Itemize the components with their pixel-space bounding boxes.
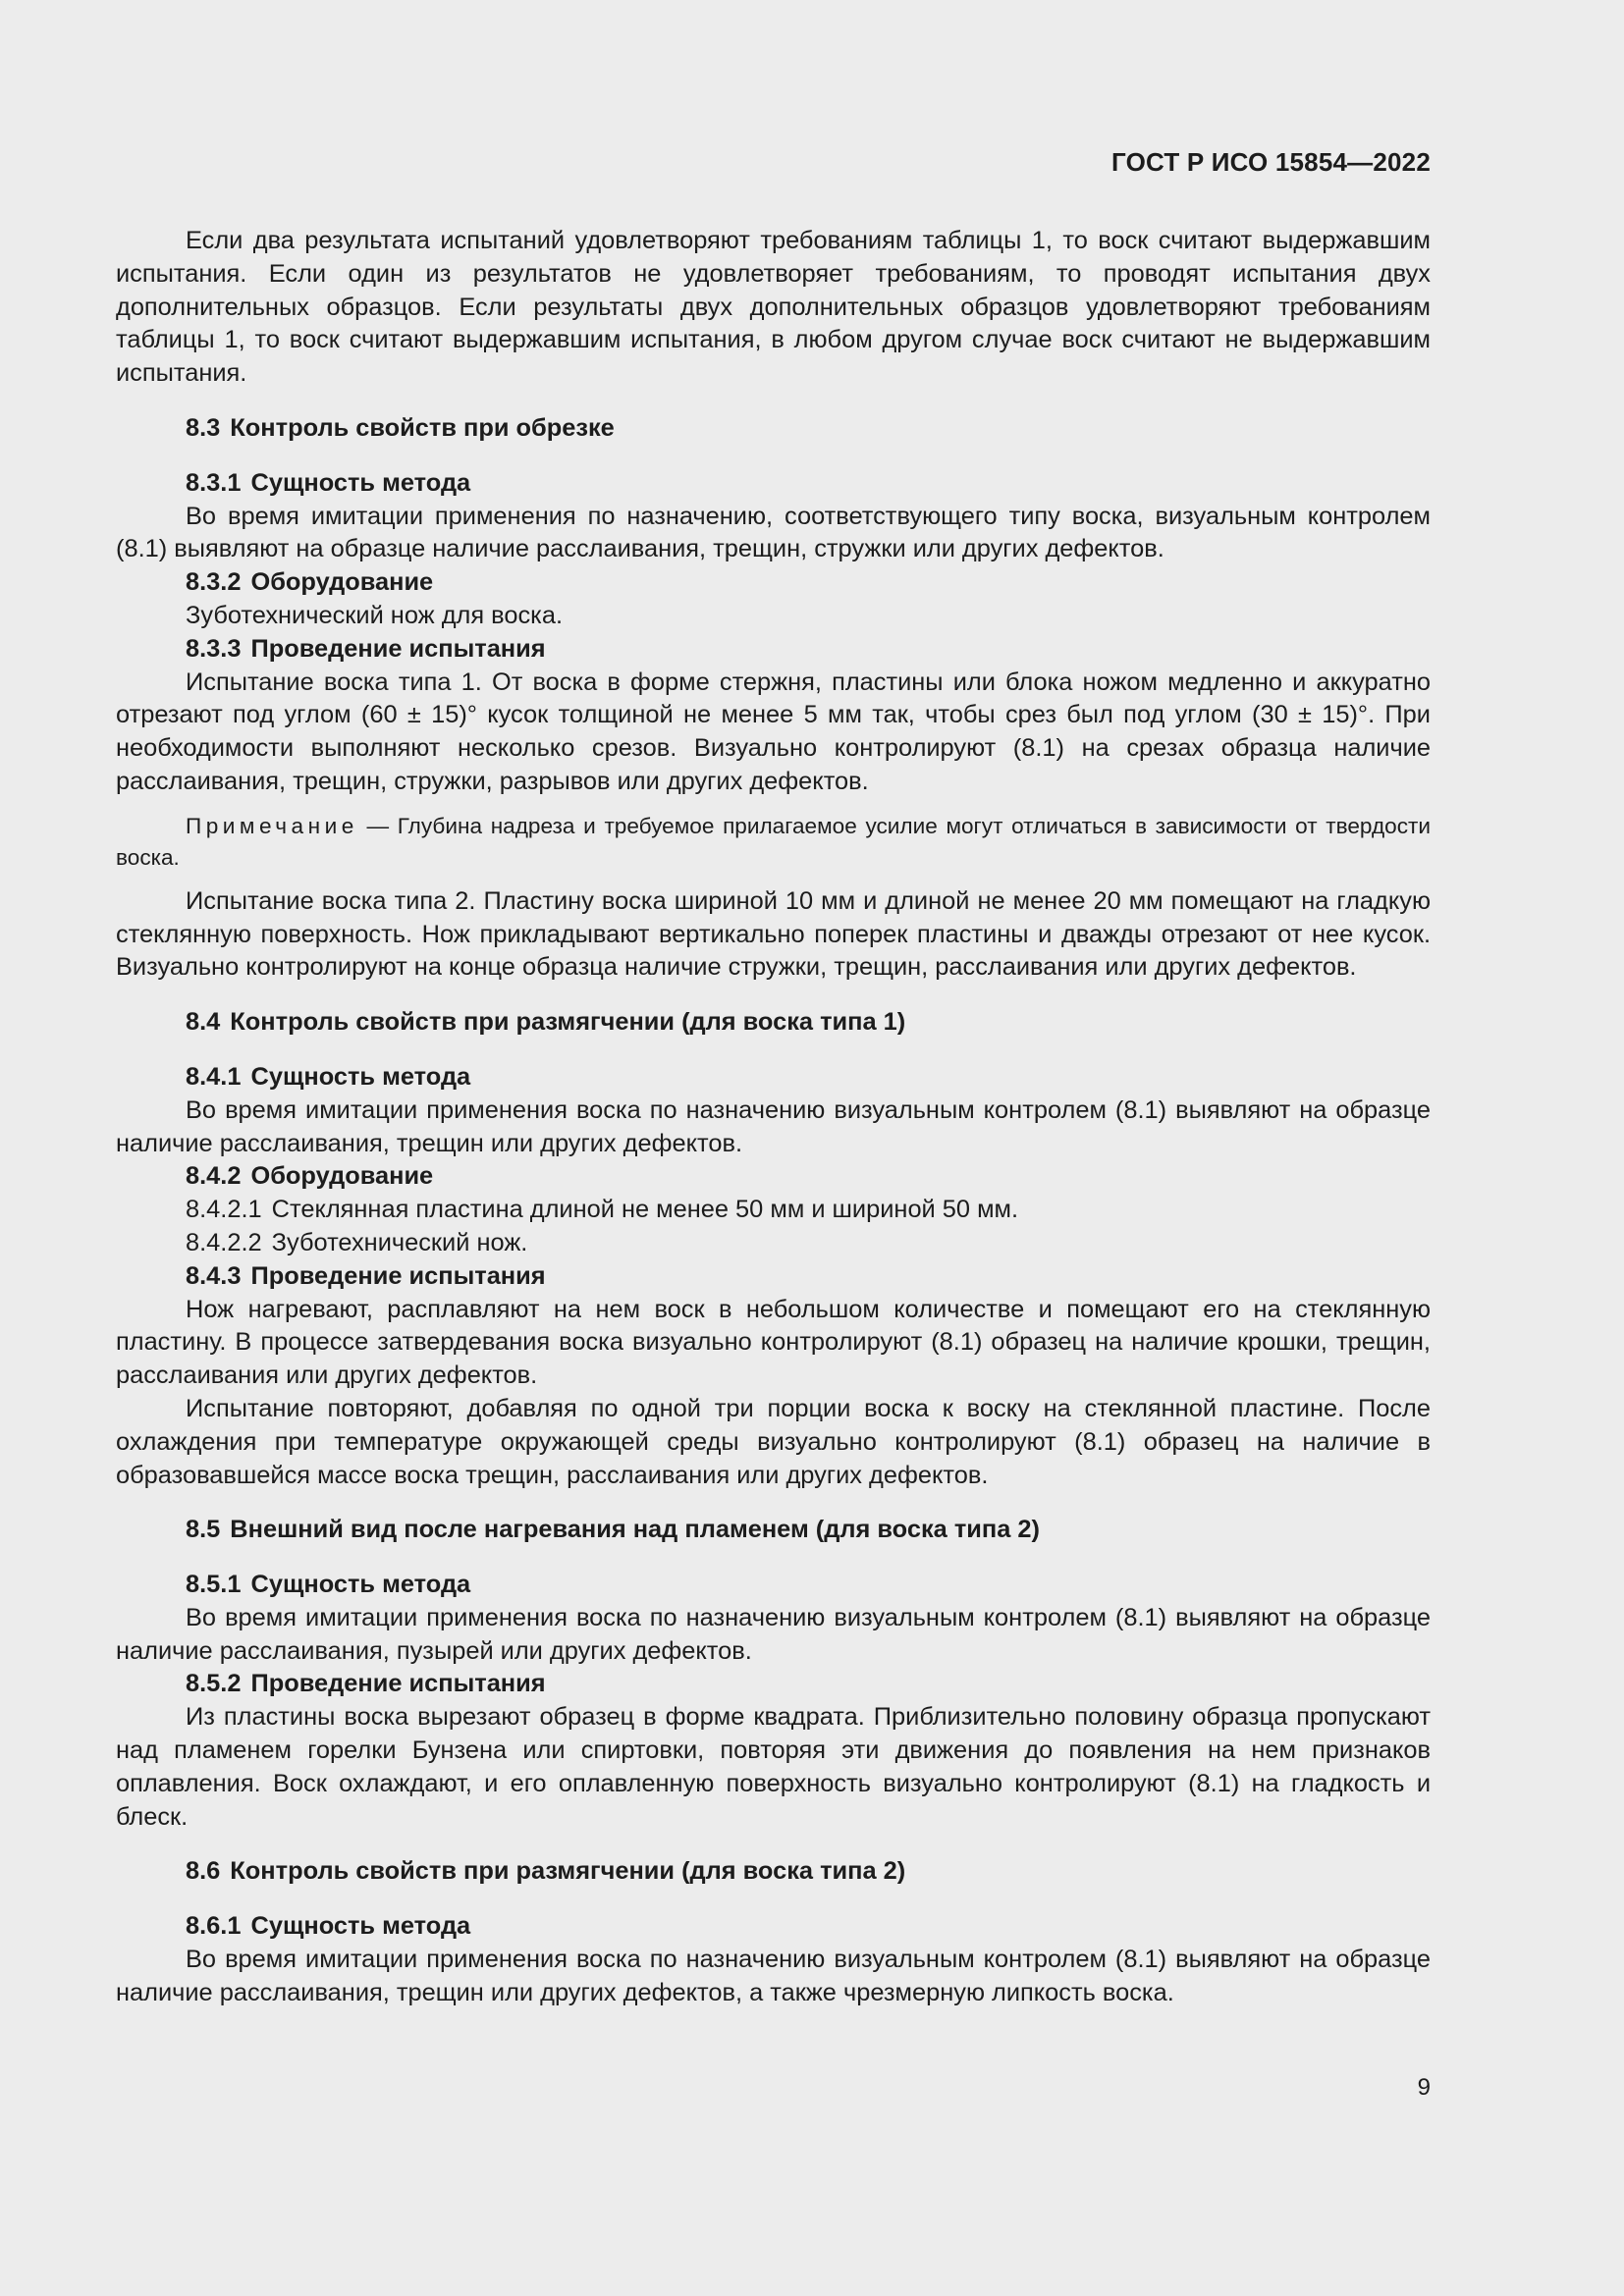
section-number: 8.6	[186, 1857, 221, 1886]
subsection-title: Проведение испытания	[250, 1670, 546, 1698]
item-text: Зуботехнический нож.	[271, 1228, 528, 1256]
page-number: 9	[1417, 2074, 1431, 2101]
subsection-title: Проведение испытания	[250, 1261, 546, 1290]
subsection-number: 8.5.1	[186, 1571, 242, 1599]
item-number: 8.4.2.2	[186, 1228, 262, 1256]
item-8-4-2-1	[186, 1194, 1431, 1227]
subsection-8-6-1-text: Во время имитации применения воска по назначению визуальным контролем (8.1) выявляют на образце наличие расслаивания, трещин или других дефектов, а также чрезмерную липкость воска.	[116, 1946, 1431, 2006]
subsection-8-4-3-heading	[186, 1260, 1431, 1294]
section-number: 8.4	[186, 1008, 221, 1037]
subsection-8-4-3-text-2: Испытание повторяют, добавляя по одной три порции воска к воску на стеклянной пластине. После охлаждения при температуре окружающей среды визуально контролируют (8.1) образец на наличие в образовавшейся массе воска трещин, расслаивания или других дефектов.	[116, 1394, 1431, 1489]
subsection-number: 8.4.3	[186, 1261, 242, 1290]
item-8-4-2-2	[186, 1227, 1431, 1260]
subsection-number: 8.4.1	[186, 1062, 242, 1091]
subsection-title: Сущность метода	[250, 468, 471, 497]
intro-paragraph: Если два результата испытаний удовлетворяют требованиям таблицы 1, то воск считают выдержавшим испытания. Если один из результатов не удовлетворяет требованиям, то проводят испытания двух дополнительных образцов. Если результаты двух дополнительных образцов удовлетворяют требованиям таблицы 1, то воск считают выдержавшим испытания, в любом другом случае воск считают не выдержавшим испытания.	[116, 227, 1431, 388]
note-paragraph	[116, 811, 1431, 874]
subsection-title: Проведение испытания	[250, 634, 546, 663]
subsection-8-3-2-text: Зуботехнический нож для воска.	[186, 601, 563, 629]
subsection-8-5-1-text: Во время имитации применения воска по назначению визуальным контролем (8.1) выявляют на образце наличие расслаивания, пузырей или других дефектов.	[116, 1603, 1431, 1665]
section-title: Контроль свойств при обрезке	[230, 413, 615, 442]
subsection-8-3-1-text: Во время имитации применения по назначению, соответствующего типу воска, визуальным контролем (8.1) выявляют на образце наличие расслаивания, трещин, стружки или других дефектов.	[116, 502, 1431, 563]
subsection-number: 8.3.1	[186, 468, 242, 497]
subsection-8-3-1-heading	[186, 467, 1431, 501]
subsection-title: Оборудование	[250, 568, 434, 597]
section-8-6-heading	[186, 1855, 1431, 1889]
subsection-8-4-1-text: Во время имитации применения воска по назначению визуальным контролем (8.1) выявляют на образце наличие расслаивания, трещин или других дефектов.	[116, 1095, 1431, 1157]
note-text: — Глубина надреза и требуемое прилагаемое усилие могут отличаться в зависимости от твердости воска.	[116, 813, 1431, 870]
subsection-number: 8.4.2	[186, 1162, 242, 1191]
subsection-8-4-1-heading	[186, 1061, 1431, 1095]
subsection-number: 8.5.2	[186, 1670, 242, 1698]
subsection-number: 8.3.2	[186, 568, 242, 597]
section-8-4-heading	[186, 1006, 1431, 1040]
section-title: Контроль свойств при размягчении (для воска типа 2)	[230, 1857, 906, 1886]
subsection-8-5-2-text: Из пластины воска вырезают образец в форме квадрата. Приблизительно половину образца пропускают над пламенем горелки Бунзена или спиртовки, повторяя эти движения до появления на нем признаков оплавления. Воск охлаждают, и его оплавленную поверхность визуально контролируют (8.1) на гладкость и блеск.	[116, 1703, 1431, 1831]
subsection-8-4-2-heading	[186, 1160, 1431, 1194]
subsection-8-5-2-heading	[186, 1668, 1431, 1701]
document-id-header: ГОСТ Р ИСО 15854—2022	[1110, 147, 1431, 177]
subsection-8-6-1-heading	[186, 1910, 1431, 1944]
subsection-title: Сущность метода	[250, 1062, 471, 1091]
subsection-title: Оборудование	[250, 1162, 434, 1191]
item-number: 8.4.2.1	[186, 1196, 262, 1224]
document-body	[116, 225, 1431, 2010]
subsection-8-3-2-heading	[186, 566, 1431, 600]
section-8-3-heading	[186, 412, 1431, 446]
subsection-number: 8.6.1	[186, 1912, 242, 1941]
section-title: Внешний вид после нагревания над пламенем (для воска типа 2)	[230, 1516, 1040, 1544]
section-8-5-heading	[186, 1514, 1431, 1547]
subsection-number: 8.3.3	[186, 634, 242, 663]
subsection-8-5-1-heading	[186, 1569, 1431, 1602]
section-number: 8.3	[186, 413, 221, 442]
type2-test-paragraph: Испытание воска типа 2. Пластину воска шириной 10 мм и длиной не менее 20 мм помещают на гладкую стеклянную поверхность. Нож прикладывают вертикально поперек пластины и дважды отрезают от нее кусок. Визуально контролируют на конце образца наличие стружки, трещин, расслаивания или других дефектов.	[116, 886, 1431, 982]
section-title: Контроль свойств при размягчении (для воска типа 1)	[230, 1008, 906, 1037]
subsection-8-4-3-text-1: Нож нагревают, расплавляют на нем воск в небольшом количестве и помещают его на стеклянную пластину. В процессе затвердевания воска визуально контролируют (8.1) образец на наличие крошки, трещин, расслаивания или других дефектов.	[116, 1295, 1431, 1390]
item-text: Стеклянная пластина длиной не менее 50 мм и шириной 50 мм.	[271, 1196, 1019, 1224]
subsection-8-3-3-heading	[186, 633, 1431, 667]
subsection-title: Сущность метода	[250, 1912, 471, 1941]
note-label: Примечание	[186, 813, 358, 838]
section-number: 8.5	[186, 1516, 221, 1544]
subsection-title: Сущность метода	[250, 1571, 471, 1599]
subsection-8-3-3-text: Испытание воска типа 1. От воска в форме стержня, пластины или блока ножом медленно и аккуратно отрезают под углом (60 ± 15)° кусок толщиной не менее 5 мм так, чтобы срез был под углом (30 ± 15)°. При необходимости выполняют несколько срезов. Визуально контролируют (8.1) на срезах образца наличие расслаивания, трещин, стружки, разрывов или других дефектов.	[116, 667, 1431, 795]
